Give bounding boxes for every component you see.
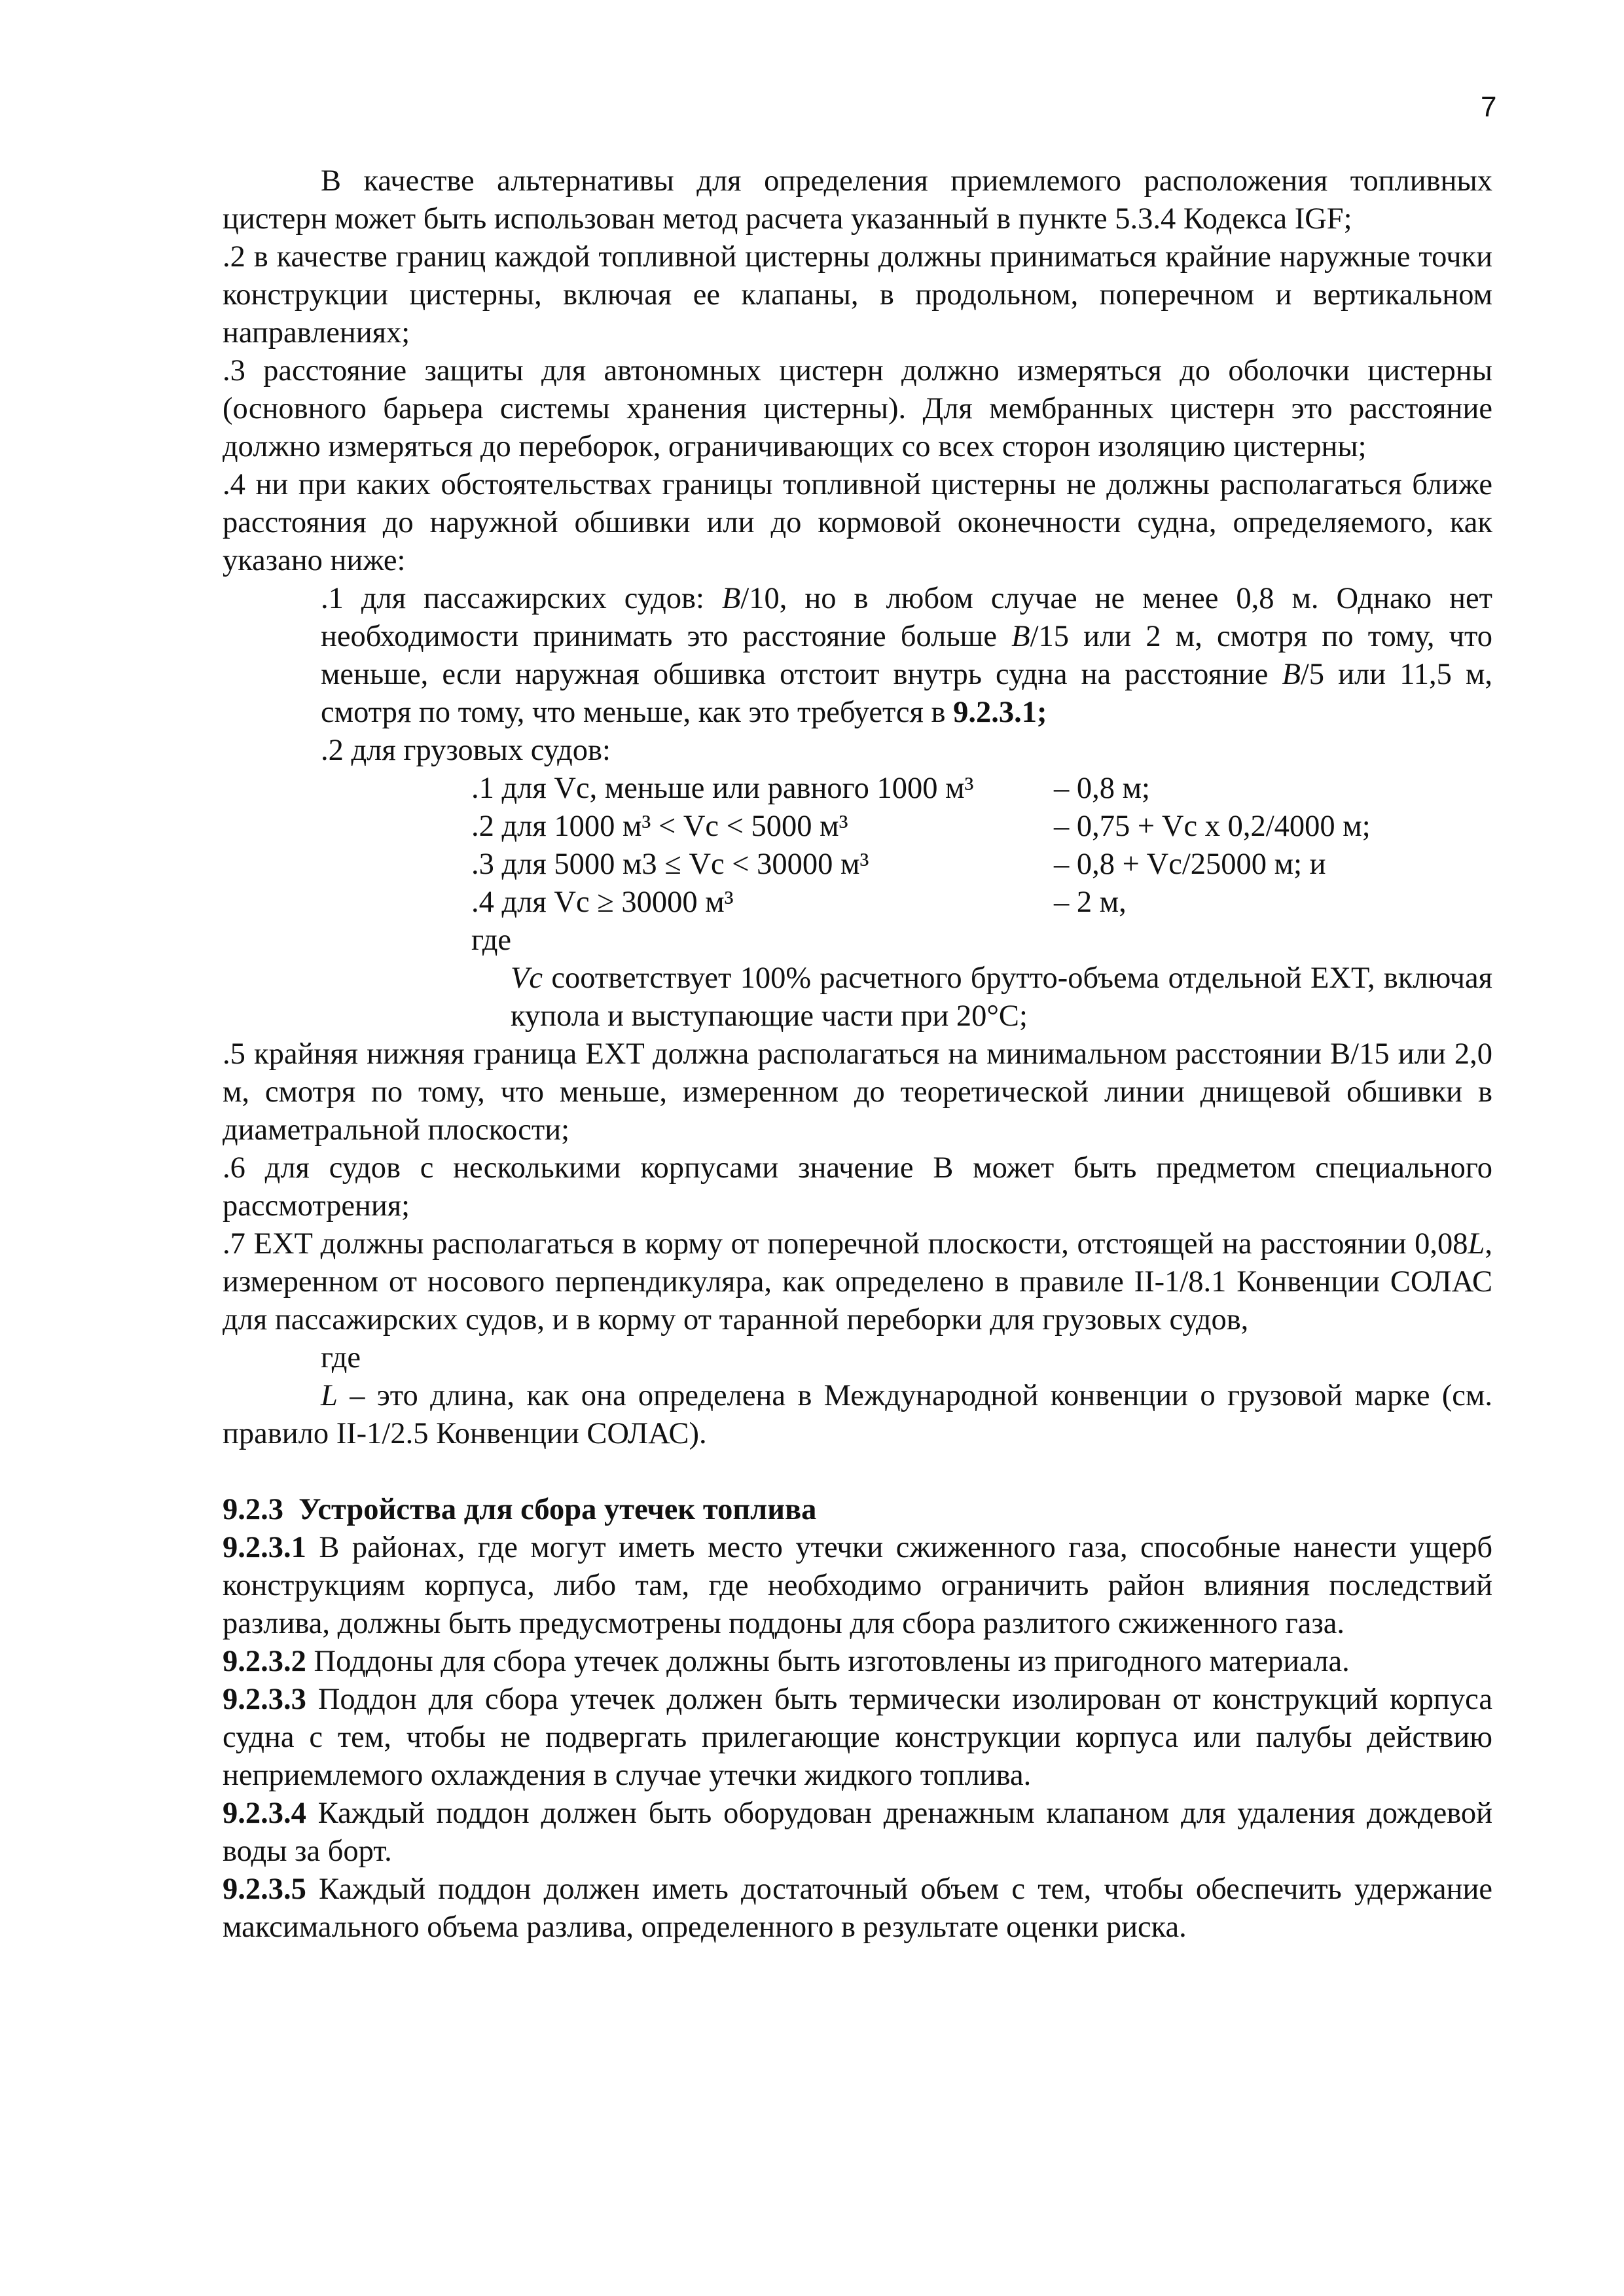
- where-label: где: [321, 1341, 361, 1374]
- section-spacer: [283, 1493, 298, 1526]
- document-body: [223, 162, 1492, 1946]
- item-number: 9.2.3.5: [223, 1873, 306, 1906]
- spacer: [223, 1453, 1492, 1491]
- vc-definition: [511, 960, 1492, 1035]
- symbol-b: B: [1282, 658, 1301, 691]
- item-number: 9.2.3.3: [223, 1683, 306, 1716]
- section-title: Устройства для сбора утечек топлива: [298, 1493, 817, 1526]
- item-number: 9.2.3.1: [223, 1531, 306, 1564]
- cargo-distance-list: [471, 770, 1492, 922]
- item-text: Каждый поддон должен быть оборудован дренажным клапаном для удаления дождевой воды за борт.: [223, 1797, 1492, 1868]
- l-definition: [223, 1377, 1492, 1453]
- text-segment: – это длина, как она определена в Международной конвенции о грузовой марке (см. правило II-1/2.5 Конвенции СОЛАС).: [223, 1379, 1492, 1450]
- item-text: В районах, где могут иметь место утечки сжиженного газа, способные нанести ущерб конструкциям корпуса, либо там, где необходимо ограничить район влияния последствий разлива, должны быть предусмотрены поддоны для сбора разлитого сжиженного газа.: [223, 1531, 1492, 1640]
- section-number: 9.2.3: [223, 1493, 283, 1526]
- text-segment: ;: [1037, 696, 1047, 729]
- symbol-vc: Vc: [511, 961, 543, 995]
- item-9-2-3-2: [223, 1643, 1492, 1681]
- paragraph-6: .6 для судов с несколькими корпусами значение B может быть предметом специального рассмотрения;: [223, 1151, 1492, 1223]
- paragraph-3: .3 расстояние защиты для автономных цистерн должно измеряться до оболочки цистерны (основного барьера системы хранения цистерны). Для мембранных цистерн это расстояние должно измеряться до переборок, ограничивающих со всех сторон изоляцию цистерны;: [223, 354, 1492, 463]
- text-segment: .1 для пассажирских судов:: [321, 582, 722, 615]
- item-number: 9.2.3.4: [223, 1797, 306, 1830]
- item-9-2-3-4: [223, 1795, 1492, 1871]
- cargo-distance: – 0,8 м;: [1054, 772, 1150, 805]
- symbol-b: B: [1011, 620, 1030, 653]
- item-text: Каждый поддон должен иметь достаточный объем с тем, чтобы обеспечить удержание максимального объема разлива, определенного в результате оценки риска.: [223, 1873, 1492, 1944]
- text-segment: /5 или 11,5 м, смотря по тому, что меньше, как это требуется в: [321, 658, 1492, 729]
- paragraph-7: [223, 1225, 1492, 1339]
- paragraph-4-1: [321, 580, 1492, 732]
- item-text: Поддоны для сбора утечек должны быть изготовлены из пригодного материала.: [306, 1645, 1350, 1678]
- cargo-row: [471, 846, 1492, 884]
- cargo-distance: – 0,75 + Vc x 0,2/4000 м;: [1054, 810, 1371, 843]
- cargo-condition: .2 для 1000 м³ < Vc < 5000 м³: [471, 810, 848, 843]
- cargo-distance: – 2 м,: [1054, 886, 1127, 919]
- cargo-row: [471, 884, 1492, 922]
- item-9-2-3-5: [223, 1871, 1492, 1946]
- item-number: 9.2.3.2: [223, 1645, 306, 1678]
- text-segment: соответствует 100% расчетного брутто-объема отдельной EXT, включая купола и выступающие части при 20°С;: [511, 961, 1492, 1033]
- paragraph-alternative: В качестве альтернативы для определения приемлемого расположения топливных цистерн может быть использован метод расчета указанный в пункте 5.3.4 Кодекса IGF;: [223, 164, 1492, 236]
- cargo-distance: – 0,8 + Vc/25000 м; и: [1054, 848, 1326, 881]
- symbol-l: L: [1468, 1227, 1485, 1261]
- symbol-l: L: [321, 1379, 338, 1412]
- cargo-condition: .4 для Vc ≥ 30000 м³: [471, 886, 734, 919]
- text-segment: .7 EXT должны располагаться в корму от поперечной плоскости, отстоящей на расстоянии 0,08: [223, 1227, 1468, 1261]
- paragraph-5: .5 крайняя нижняя граница EXT должна располагаться на минимальном расстоянии B/15 или 2,0 м, смотря по тому, что меньше, измеренном до теоретической линии днищевой обшивки в диаметральной плоскости;: [223, 1037, 1492, 1147]
- symbol-b: B: [721, 582, 741, 615]
- cargo-row: [471, 770, 1492, 808]
- item-9-2-3-1: [223, 1529, 1492, 1643]
- cargo-row: [471, 808, 1492, 846]
- page-number: 7: [1481, 91, 1497, 123]
- item-text: Поддон для сбора утечек должен быть термически изолирован от конструкций корпуса судна с тем, чтобы не подвергать прилегающие конструкции корпуса или палубы действию неприемлемого охлаждения в случае утечки жидкого топлива.: [223, 1683, 1492, 1792]
- text-segment: /15 или 2 м, смотря по тому, что меньше, если наружная обшивка отстоит внутрь судна на расстояние: [321, 620, 1492, 691]
- text-segment: /10, но в любом случае не менее 0,8 м. Однако нет необходимости принимать это расстояние больше: [321, 582, 1492, 653]
- paragraph-4: .4 ни при каких обстоятельствах границы топливной цистерны не должны располагаться ближе расстояния до наружной обшивки или до кормовой оконечности судна, определяемого, как указано ниже:: [223, 468, 1492, 577]
- paragraph-2: .2 в качестве границ каждой топливной цистерны должны приниматься крайние наружные точки конструкции цистерны, включая ее клапаны, в продольном, поперечном и вертикальном направлениях;: [223, 240, 1492, 350]
- paragraph-4-2: .2 для грузовых судов:: [321, 734, 611, 767]
- reference-link: 9.2.3.1: [953, 696, 1037, 729]
- section-heading: [223, 1491, 1492, 1529]
- cargo-condition: .3 для 5000 м3 ≤ Vc < 30000 м³: [471, 848, 869, 881]
- text-segment: , измеренном от носового перпендикуляра, как определено в правиле II-1/8.1 Конвенции СОЛАС для пассажирских судов, и в корму от таранной переборки для грузовых судов,: [223, 1227, 1492, 1336]
- item-9-2-3-3: [223, 1681, 1492, 1795]
- cargo-condition: .1 для Vc, меньше или равного 1000 м³: [471, 772, 974, 805]
- where-label: где: [471, 924, 512, 957]
